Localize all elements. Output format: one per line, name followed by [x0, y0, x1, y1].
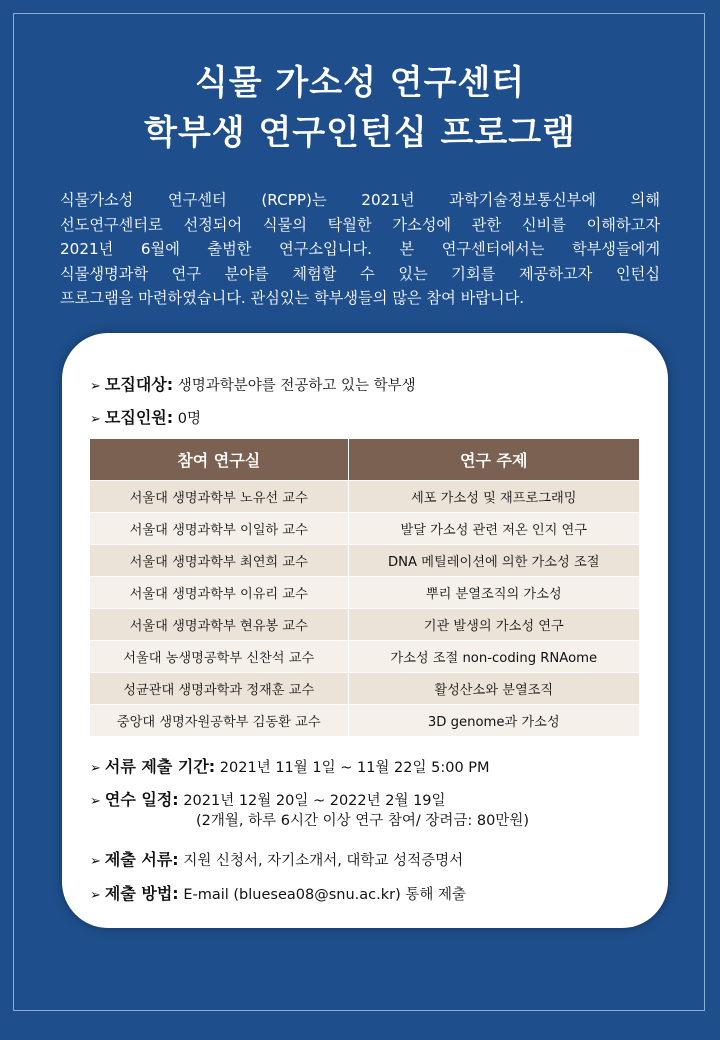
recruit-count	[90, 405, 201, 428]
topic-cell: 기관 발생의 가소성 연구	[348, 609, 639, 641]
arrow-bullet-icon: ➢	[90, 379, 101, 394]
table-row	[90, 545, 639, 577]
intro-line: 식물가소성 연구센터 (RCPP)는 2021년 과학기술정보통신부에 의해	[60, 191, 660, 209]
submission-period	[90, 754, 490, 777]
required-documents-value: 지원 신청서, 자기소개서, 대학교 성적증명서	[183, 853, 464, 869]
table-row	[90, 481, 639, 513]
training-schedule	[90, 787, 446, 810]
labs-table	[90, 439, 639, 736]
arrow-bullet-icon: ➢	[90, 888, 101, 903]
intro-line: 프로그램을 마련하였습니다. 관심있는 학부생들의 많은 참여 바랍니다.	[60, 289, 525, 307]
topic-cell: 발달 가소성 관련 저온 인지 연구	[348, 513, 639, 545]
recruit-count-label: 모집인원:	[104, 408, 174, 427]
header-topic: 연구 주제	[348, 439, 639, 481]
lab-cell: 서울대 생명과학부 최연희 교수	[90, 545, 348, 577]
lab-cell: 서울대 생명과학부 이일하 교수	[90, 513, 348, 545]
lab-cell: 서울대 생명과학부 현유봉 교수	[90, 609, 348, 641]
submission-period-value: 2021년 11월 1일 ~ 11월 22일 5:00 PM	[219, 760, 490, 776]
intro-line: 선도연구센터로 선정되어 식물의 탁월한 가소성에 관한 신비를 이해하고자	[60, 215, 660, 234]
required-documents	[90, 847, 463, 870]
topic-cell: 세포 가소성 및 재프로그래밍	[348, 481, 639, 513]
table-row	[90, 577, 639, 609]
table-row	[90, 705, 639, 737]
lab-cell: 성균관대 생명과학과 정재훈 교수	[90, 673, 348, 705]
header-lab: 참여 연구실	[90, 439, 348, 481]
topic-cell: 가소성 조절 non-coding RNAome	[348, 641, 639, 673]
topic-cell: 3D genome과 가소성	[348, 705, 639, 737]
arrow-bullet-icon: ➢	[90, 854, 101, 869]
recruit-target	[90, 372, 416, 395]
arrow-bullet-icon: ➢	[90, 794, 101, 809]
intro-paragraph	[60, 188, 660, 311]
intro-line: 식물생명과학 연구 분야를 체험할 수 있는 기회를 제공하고자 인턴십	[60, 264, 660, 283]
page-title	[0, 58, 720, 158]
required-documents-label: 제출 서류:	[104, 850, 179, 869]
submission-period-label: 서류 제출 기간:	[104, 757, 216, 776]
training-schedule-note: (2개월, 하루 6시간 이상 연구 참여/ 장려금: 80만원)	[196, 813, 529, 829]
table-row	[90, 513, 639, 545]
submission-method	[90, 881, 466, 904]
topic-cell: DNA 메틸레이션에 의한 가소성 조절	[348, 545, 639, 577]
title-line-2: 학부생 연구인턴십 프로그램	[144, 113, 576, 153]
recruit-count-value: 0명	[177, 411, 201, 427]
arrow-bullet-icon: ➢	[90, 761, 101, 776]
arrow-bullet-icon: ➢	[90, 412, 101, 427]
submission-method-value: E-mail (bluesea08@snu.ac.kr) 통해 제출	[183, 887, 466, 903]
topic-cell: 뿌리 분열조직의 가소성	[348, 577, 639, 609]
table-row	[90, 641, 639, 673]
training-schedule-label: 연수 일정:	[104, 790, 179, 809]
lab-cell: 중앙대 생명자원공학부 김동환 교수	[90, 705, 348, 737]
lab-cell: 서울대 생명과학부 이유리 교수	[90, 577, 348, 609]
table-row	[90, 609, 639, 641]
training-schedule-value: 2021년 12월 20일 ~ 2022년 2월 19일	[183, 793, 446, 809]
intro-line: 2021년 6월에 출범한 연구소입니다. 본 연구센터에서는 학부생들에게	[60, 240, 660, 258]
submission-method-label: 제출 방법:	[104, 884, 179, 903]
table-row	[90, 673, 639, 705]
topic-cell: 활성산소와 분열조직	[348, 673, 639, 705]
recruit-target-value: 생명과학분야를 전공하고 있는 학부생	[177, 378, 416, 394]
lab-cell: 서울대 생명과학부 노유선 교수	[90, 481, 348, 513]
title-line-1: 식물 가소성 연구센터	[194, 63, 526, 103]
recruit-target-label: 모집대상:	[104, 375, 174, 394]
labs-table-header-row	[90, 439, 639, 481]
lab-cell: 서울대 농생명공학부 신찬석 교수	[90, 641, 348, 673]
